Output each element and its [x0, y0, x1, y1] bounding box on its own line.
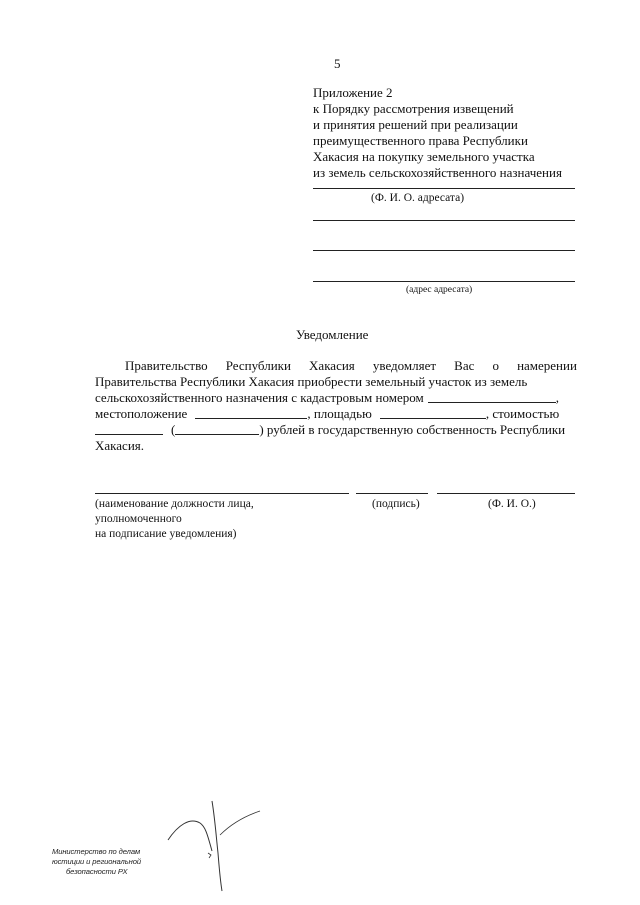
area-blank[interactable] [380, 406, 486, 419]
notice-text: , стоимостью [485, 406, 560, 421]
addressee-name-line [313, 188, 575, 189]
word: Хакасия [309, 358, 355, 373]
stamp-line: юстиции и региональной [52, 857, 141, 866]
notice-line [95, 422, 577, 438]
ministry-stamp [52, 847, 150, 885]
caption-line: (наименование должности лица, [95, 498, 254, 510]
word: намерении [517, 358, 577, 373]
notice-text: , площадью [307, 406, 372, 421]
appendix-line: и принятия решений при реализации [313, 117, 518, 132]
location-blank[interactable] [195, 406, 307, 419]
notice-text: сельскохозяйственного назначения с кадастровым номером [95, 390, 424, 405]
cost-words-blank[interactable] [175, 422, 259, 435]
word: Вас [454, 358, 475, 373]
word: о [492, 358, 499, 373]
signer-position-caption [95, 497, 254, 542]
appendix-line: Приложение 2 [313, 85, 393, 100]
stamp-line: Министерство по делам [52, 847, 141, 856]
notice-line [95, 358, 577, 374]
handwritten-signature [160, 795, 270, 895]
notice-text: Хакасия. [95, 438, 145, 453]
notice-line [95, 390, 577, 406]
cadastral-number-blank[interactable] [428, 390, 556, 403]
appendix-header [313, 85, 583, 181]
signer-fio-line [437, 493, 575, 494]
appendix-line: к Порядку рассмотрения извещений [313, 101, 514, 116]
caption-line: уполномоченного [95, 513, 182, 525]
page-number: 5 [334, 56, 341, 71]
notice-text: Правительства Республики Хакасия приобрести земельный участок из земель [95, 374, 528, 389]
addressee-blank-line [313, 250, 575, 251]
cost-digits-blank[interactable] [95, 422, 163, 435]
notice-text: ) рублей в государственную собственность Республики [259, 422, 566, 437]
notice-text: местоположение [95, 406, 188, 421]
signer-position-line [95, 493, 349, 494]
appendix-line: преимущественного права Республики [313, 133, 528, 148]
appendix-line: из земель сельскохозяйственного назначения [313, 165, 562, 180]
stamp-line: безопасности РХ [66, 867, 128, 876]
word: уведомляет [372, 358, 437, 373]
addressee-address-line [313, 281, 575, 282]
word: Правительство [125, 358, 208, 373]
signature-line [356, 493, 428, 494]
notice-line [95, 438, 577, 454]
notice-text: ( [171, 422, 176, 437]
appendix-line: Хакасия на покупку земельного участка [313, 149, 535, 164]
signature-caption: (подпись) [372, 498, 420, 510]
addressee-fio-caption: (Ф. И. О. адресата) [371, 192, 465, 204]
signer-fio-caption: (Ф. И. О.) [488, 498, 536, 510]
notice-text: , [555, 390, 559, 405]
notice-line [95, 374, 577, 390]
word: Республики [225, 358, 291, 373]
notice-body [95, 358, 577, 454]
addressee-address-caption: (адрес адресата) [406, 285, 473, 295]
notice-line [95, 406, 577, 422]
addressee-blank-line [313, 220, 575, 221]
notice-title: Уведомление [296, 327, 369, 342]
caption-line: на подписание уведомления) [95, 528, 237, 540]
